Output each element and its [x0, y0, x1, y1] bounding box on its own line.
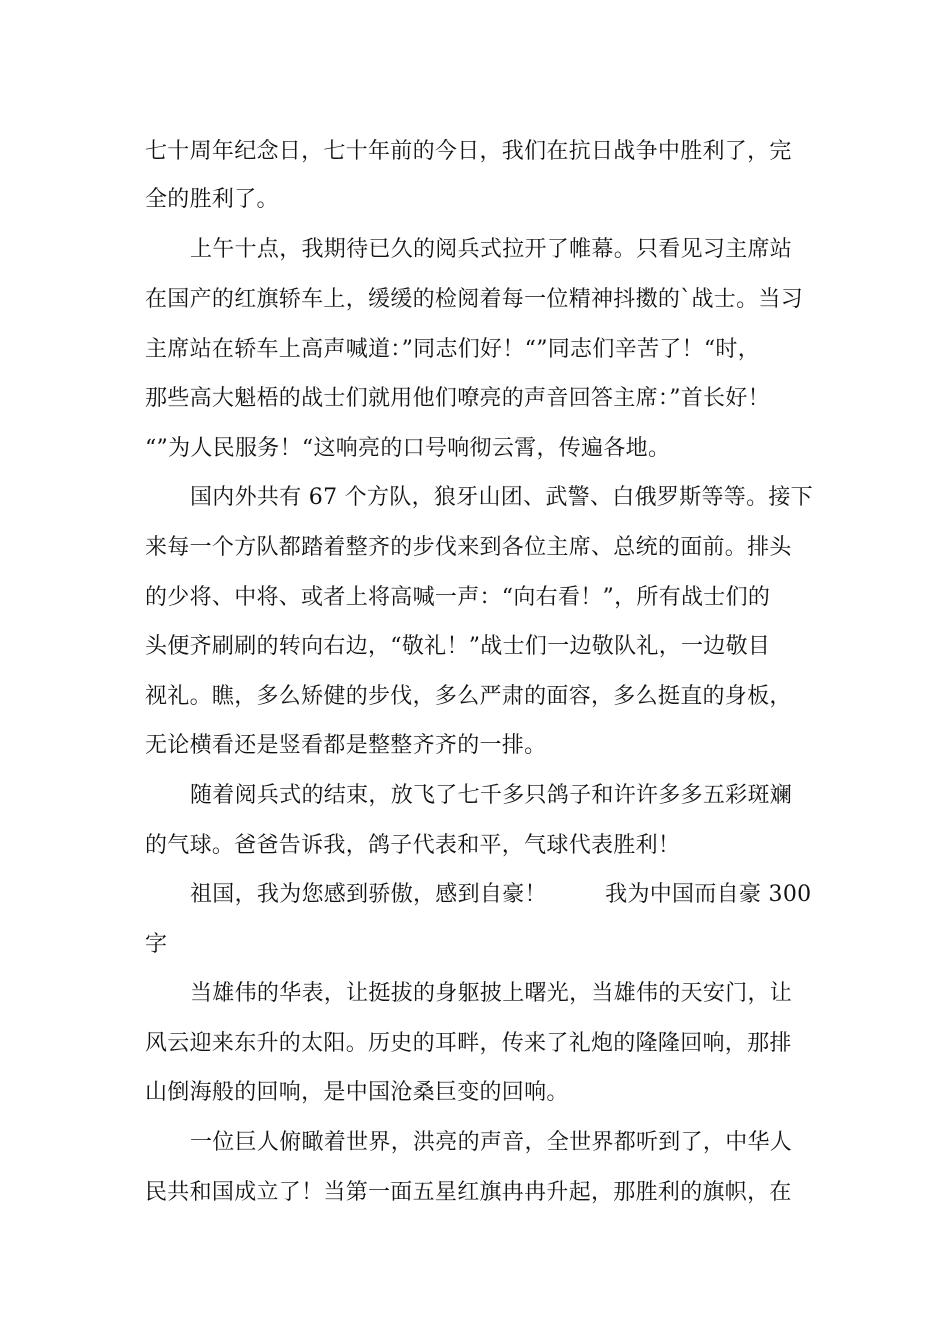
text-line: 头便齐刷刷的转向右边，“敬礼！”战士们一边敬队礼，一边敬目: [145, 634, 771, 659]
text-line: 来每一个方队都踏着整齐的步伐来到各位主席、总统的面前。排头: [145, 535, 792, 560]
text-line: 主席站在轿车上高声喊道：”同志们好！“”同志们辛苦了！“时，: [145, 337, 760, 362]
text-line: 那些高大魁梧的战士们就用他们嘹亮的声音回答主席：”首长好！: [145, 386, 770, 411]
paragraph-start-line: 上午十点，我期待已久的阅兵式拉开了帷幕。只看见习主席站: [190, 237, 793, 262]
text-line: 字: [145, 932, 168, 957]
paragraph-start-line: 祖国，我为您感到骄傲，感到自豪！ 我为中国而自豪 300: [190, 882, 812, 907]
paragraph-start-line: 随着阅兵式的结束，放飞了七千多只鸽子和许许多多五彩斑斓: [190, 783, 793, 808]
paragraph-start-line: 国内外共有 67 个方队，狼牙山团、武警、白俄罗斯等等。接下: [190, 485, 813, 510]
text-line: 山倒海般的回响，是中国沧桑巨变的回响。: [145, 1080, 569, 1105]
paragraph-start-line: 一位巨人俯瞰着世界，洪亮的声音，全世界都听到了，中华人: [190, 1130, 793, 1155]
text-line: 民共和国成立了！当第一面五星红旗冉冉升起，那胜利的旗帜，在: [145, 1180, 792, 1205]
text-line: 七十周年纪念日，七十年前的今日，我们在抗日战争中胜利了，完: [145, 139, 792, 164]
paragraph-start-line: 当雄伟的华表，让挺拔的身躯披上曙光，当雄伟的天安门，让: [190, 981, 793, 1006]
text-line: 无论横看还是竖看都是整整齐齐的一排。: [145, 733, 547, 758]
text-line: 的气球。爸爸告诉我，鸽子代表和平，气球代表胜利！: [145, 833, 681, 858]
text-line: “”为人民服务！“这响亮的口号响彻云霄，传遍各地。: [145, 436, 671, 461]
text-line: 的少将、中将、或者上将高喊一声：“向右看！”，所有战士们的: [145, 585, 771, 610]
text-line: 全的胜利了。: [145, 187, 279, 212]
text-line: 视礼。瞧，多么矫健的步伐，多么严肃的面容，多么挺直的身板，: [145, 684, 792, 709]
text-line: 在国产的红旗轿车上，缓缓的检阅着每一位精神抖擞的`战士。当习: [145, 287, 804, 312]
text-line: 风云迎来东升的太阳。历史的耳畔，传来了礼炮的隆隆回响，那排: [145, 1031, 792, 1056]
